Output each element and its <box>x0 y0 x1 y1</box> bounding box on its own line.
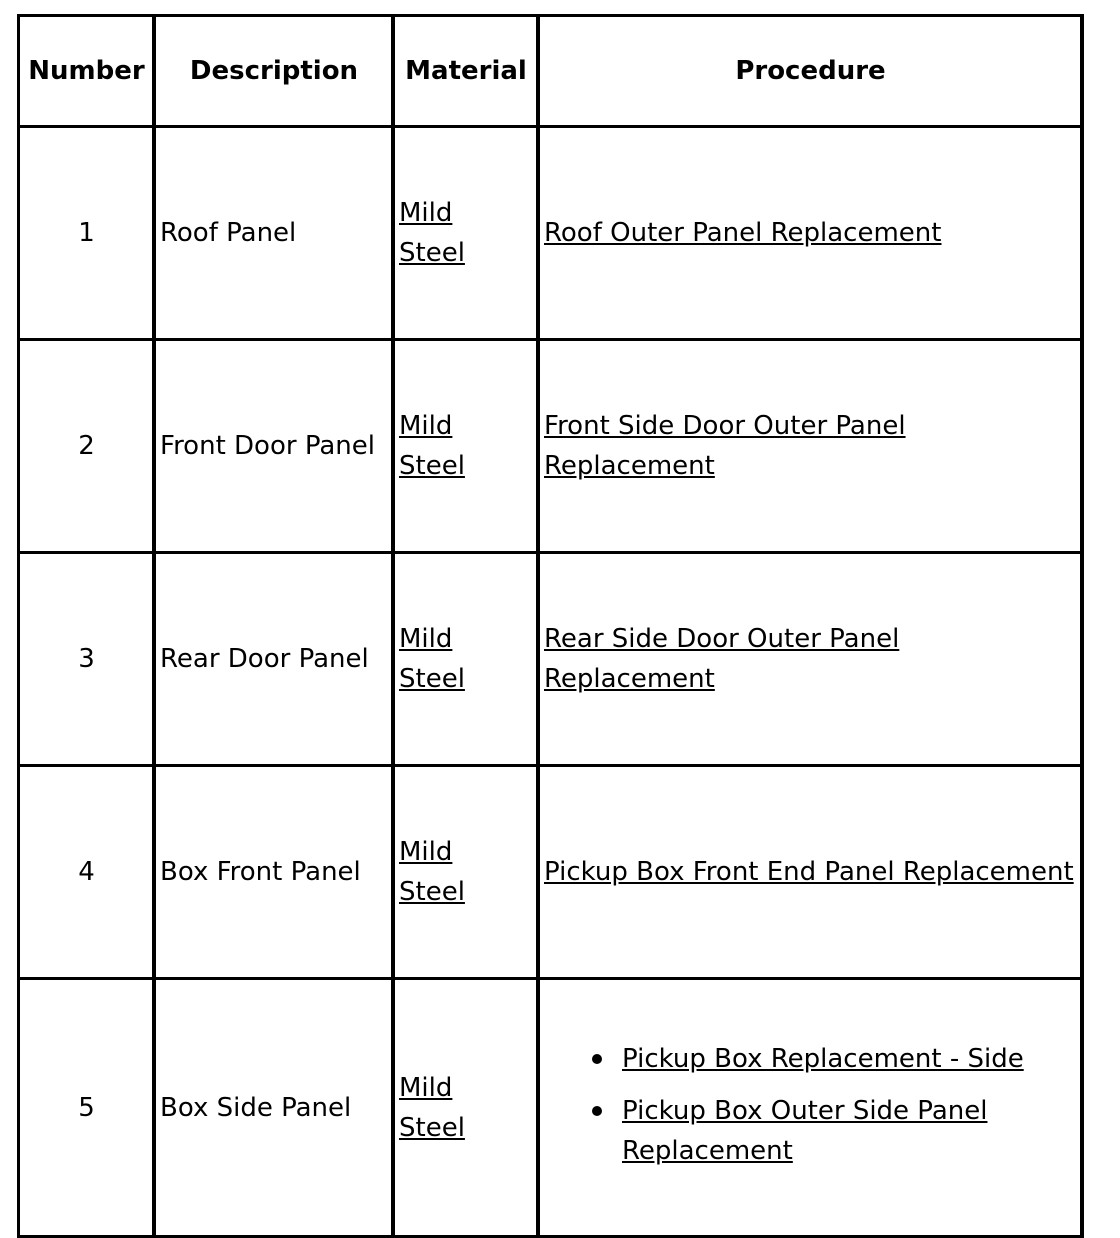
row-procedure-cell <box>537 767 1081 980</box>
bullet-icon <box>592 1106 602 1116</box>
procedure-link[interactable]: Roof Outer Panel Replacement <box>544 218 942 248</box>
panel-table-container <box>17 14 1084 1238</box>
row-description: Box Side Panel <box>153 980 392 1238</box>
row-number: 1 <box>17 128 153 341</box>
row-material-cell <box>392 767 537 980</box>
table-row <box>17 341 1081 554</box>
row-procedure-cell <box>537 128 1081 341</box>
row-description: Rear Door Panel <box>153 554 392 767</box>
material-link[interactable]: Mild Steel <box>399 411 465 481</box>
row-number: 2 <box>17 341 153 554</box>
row-description: Front Door Panel <box>153 341 392 554</box>
row-number: 3 <box>17 554 153 767</box>
table-row <box>17 980 1081 1238</box>
row-material-cell <box>392 554 537 767</box>
list-item <box>622 1039 1077 1079</box>
header-material: Material <box>392 17 537 128</box>
procedure-link[interactable]: Pickup Box Front End Panel Replacement <box>544 857 1074 887</box>
procedure-link[interactable]: Front Side Door Outer Panel Replacement <box>544 411 906 481</box>
row-description: Roof Panel <box>153 128 392 341</box>
material-link[interactable]: Mild Steel <box>399 624 465 694</box>
table-row <box>17 554 1081 767</box>
row-procedure-cell <box>537 554 1081 767</box>
procedure-link[interactable]: Pickup Box Replacement - Side <box>622 1043 1024 1074</box>
material-link[interactable]: Mild Steel <box>399 198 465 268</box>
row-description: Box Front Panel <box>153 767 392 980</box>
row-material-cell <box>392 341 537 554</box>
header-description: Description <box>153 17 392 128</box>
table-header-row <box>17 17 1081 128</box>
header-number: Number <box>17 17 153 128</box>
header-procedure: Procedure <box>537 17 1081 128</box>
row-material-cell <box>392 980 537 1238</box>
row-number: 4 <box>17 767 153 980</box>
table-row <box>17 128 1081 341</box>
panel-table <box>17 14 1084 1238</box>
procedure-link[interactable]: Pickup Box Outer Side Panel Replacement <box>622 1095 988 1166</box>
row-procedure-cell <box>537 980 1081 1238</box>
material-link[interactable]: Mild Steel <box>399 1072 465 1143</box>
list-item <box>622 1091 1077 1171</box>
bullet-icon <box>592 1054 602 1064</box>
procedure-list <box>544 1039 1077 1171</box>
row-procedure-cell <box>537 341 1081 554</box>
procedure-link[interactable]: Rear Side Door Outer Panel Replacement <box>544 624 900 694</box>
row-material-cell <box>392 128 537 341</box>
table-row <box>17 767 1081 980</box>
material-link[interactable]: Mild Steel <box>399 837 465 907</box>
row-number: 5 <box>17 980 153 1238</box>
